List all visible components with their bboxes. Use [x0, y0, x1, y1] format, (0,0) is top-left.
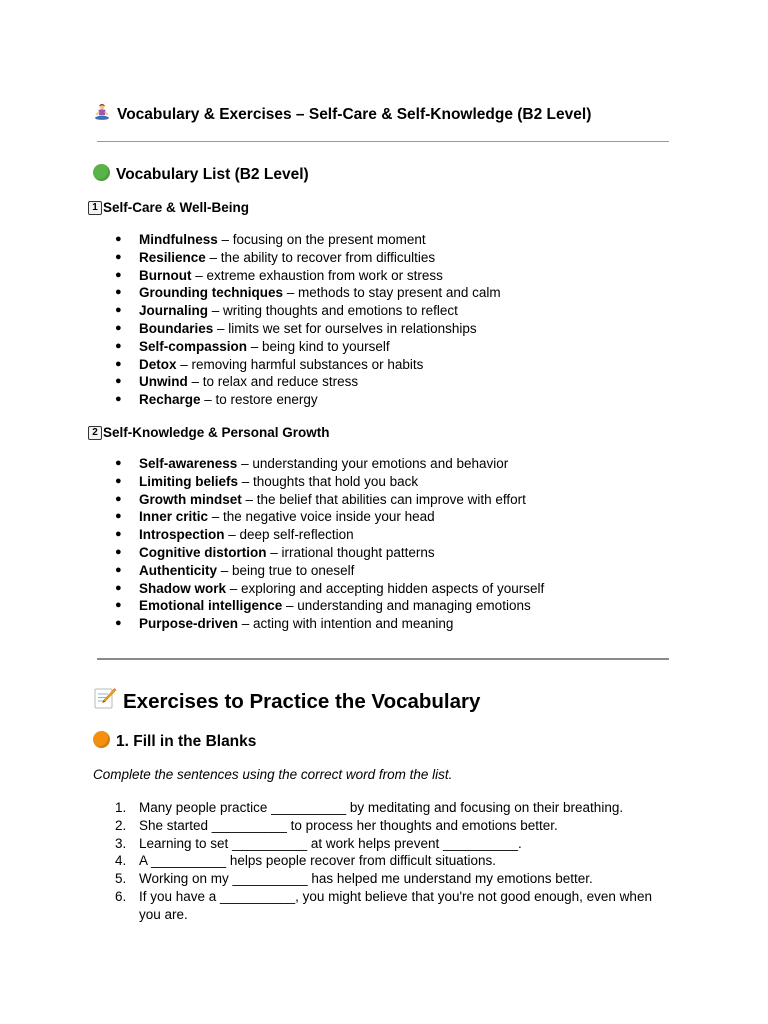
- list-item: [93, 267, 501, 285]
- horizontal-divider: [97, 141, 669, 142]
- horizontal-divider: [97, 658, 669, 660]
- vocab-term: Journaling: [139, 303, 209, 319]
- item-number: 4.: [115, 853, 127, 869]
- bullet-icon: ●: [115, 474, 122, 487]
- item-number: 3.: [115, 835, 127, 851]
- orange-circle-icon: [93, 731, 110, 748]
- list-item: [93, 284, 501, 302]
- exercises-heading-text: Exercises to Practice the Vocabulary: [123, 690, 481, 713]
- vocabulary-heading: [93, 164, 309, 184]
- vocab-term: Limiting beliefs: [139, 473, 239, 489]
- list-item: [93, 491, 544, 509]
- bullet-icon: ●: [115, 599, 122, 612]
- person-in-lotus-position-icon: [93, 103, 111, 121]
- list-item: [93, 356, 501, 374]
- exercise-sentence: Learning to set __________ at work helps prevent __________.: [139, 835, 522, 851]
- vocab-definition: – methods to stay present and calm: [283, 285, 501, 301]
- vocab-term: Shadow work: [139, 580, 227, 596]
- exercise-sentence: Working on my __________ has helped me understand my emotions better.: [139, 871, 593, 887]
- list-item: [93, 249, 501, 267]
- exercise-sentence: A __________ helps people recover from difficult situations.: [139, 853, 496, 869]
- vocab-definition: – being true to oneself: [217, 562, 355, 578]
- item-number: 2.: [115, 817, 127, 833]
- vocab-term: Cognitive distortion: [139, 544, 267, 560]
- document-title: [93, 103, 591, 124]
- bullet-icon: ●: [115, 250, 122, 263]
- vocab-definition: – thoughts that hold you back: [238, 473, 419, 489]
- bullet-icon: ●: [115, 339, 122, 352]
- vocab-term: Burnout: [139, 267, 192, 283]
- bullet-icon: ●: [115, 304, 122, 317]
- bullet-icon: ●: [115, 563, 122, 576]
- vocabulary-list-self-knowledge: [93, 455, 544, 633]
- bullet-icon: ●: [115, 528, 122, 541]
- exercise-sentence: Many people practice __________ by meditating and focusing on their breathing.: [139, 800, 624, 815]
- item-number: 1.: [115, 800, 127, 815]
- list-item: [93, 373, 501, 391]
- vocab-definition: – exploring and accepting hidden aspects of yourself: [226, 580, 545, 596]
- vocab-definition: – understanding and managing emotions: [282, 598, 531, 614]
- exercise-instructions: Complete the sentences using the correct word from the list.: [93, 767, 453, 782]
- vocab-term: Detox: [139, 356, 177, 372]
- vocab-definition: – the belief that abilities can improve with effort: [241, 491, 526, 507]
- bullet-icon: ●: [115, 581, 122, 594]
- bullet-icon: ●: [115, 321, 122, 334]
- list-item: [93, 302, 501, 320]
- list-item: [93, 870, 663, 888]
- exercise-sentence-list: [93, 799, 663, 924]
- list-item: [93, 338, 501, 356]
- bullet-icon: ●: [115, 457, 122, 469]
- bullet-icon: ●: [115, 233, 122, 245]
- list-item: [93, 231, 501, 249]
- list-item: [93, 799, 663, 817]
- list-item: [93, 562, 544, 580]
- exercise-sentence: If you have a __________, you might believe that you're not good enough, even when you are.: [139, 888, 652, 922]
- vocab-term: Purpose-driven: [139, 616, 239, 632]
- vocab-definition: – limits we set for ourselves in relationships: [213, 320, 477, 336]
- vocab-definition: – to restore energy: [200, 392, 318, 408]
- list-item: [93, 580, 544, 598]
- vocab-term: Recharge: [139, 392, 201, 408]
- vocab-definition: – irrational thought patterns: [266, 544, 435, 560]
- vocab-definition: – acting with intention and meaning: [238, 616, 454, 632]
- fill-in-the-blanks-heading: [93, 731, 256, 751]
- exercise-sentence: She started __________ to process her thoughts and emotions better.: [139, 817, 558, 833]
- vocab-term: Emotional intelligence: [139, 598, 283, 614]
- list-item: [93, 597, 544, 615]
- vocab-definition: – understanding your emotions and behavior: [237, 456, 509, 471]
- vocab-term: Inner critic: [139, 509, 209, 525]
- list-item: [93, 320, 501, 338]
- vocab-definition: – the ability to recover from difficulties: [205, 249, 436, 265]
- list-item: [93, 817, 663, 835]
- keycap-number-icon: 1: [88, 201, 102, 215]
- vocab-term: Grounding techniques: [139, 285, 283, 301]
- bullet-icon: ●: [115, 492, 122, 505]
- section-heading-self-knowledge: [88, 425, 330, 440]
- vocab-definition: – the negative voice inside your head: [208, 509, 435, 525]
- list-item: [93, 473, 544, 491]
- vocabulary-heading-text: Vocabulary List (B2 Level): [116, 166, 309, 183]
- vocab-definition: – being kind to yourself: [247, 338, 390, 354]
- list-item: [93, 544, 544, 562]
- section-title: Self-Care & Well-Being: [103, 200, 250, 215]
- bullet-icon: ●: [115, 545, 122, 558]
- vocab-definition: – removing harmful substances or habits: [176, 356, 424, 372]
- green-circle-icon: [93, 164, 110, 181]
- list-item: [93, 615, 544, 633]
- item-number: 6.: [115, 888, 127, 904]
- list-item: [93, 455, 544, 473]
- vocab-definition: – extreme exhaustion from work or stress: [191, 267, 443, 283]
- document-title-text: Vocabulary & Exercises – Self-Care & Self-Knowledge (B2 Level): [117, 106, 592, 123]
- vocab-term: Introspection: [139, 527, 225, 543]
- list-item: [93, 526, 544, 544]
- bullet-icon: ●: [115, 617, 122, 630]
- vocab-definition: – to relax and reduce stress: [187, 374, 359, 390]
- list-item: [93, 852, 663, 870]
- fill-in-the-blanks-heading-text: 1. Fill in the Blanks: [116, 733, 257, 750]
- vocab-term: Growth mindset: [139, 491, 242, 507]
- memo-icon: [93, 686, 117, 710]
- item-number: 5.: [115, 871, 127, 887]
- bullet-icon: ●: [115, 268, 122, 281]
- vocab-term: Resilience: [139, 249, 206, 265]
- vocab-term: Boundaries: [139, 320, 214, 336]
- vocab-term: Self-compassion: [139, 338, 248, 354]
- list-item: [93, 835, 663, 853]
- bullet-icon: ●: [115, 375, 122, 388]
- vocabulary-list-self-care: [93, 231, 501, 409]
- vocab-term: Unwind: [139, 374, 188, 390]
- keycap-number-icon: 2: [88, 426, 102, 440]
- vocab-definition: – writing thoughts and emotions to reflect: [208, 303, 458, 319]
- bullet-icon: ●: [115, 286, 122, 299]
- vocab-term: Authenticity: [139, 562, 218, 578]
- list-item: [93, 508, 544, 526]
- exercises-heading: [93, 686, 480, 714]
- section-title: Self-Knowledge & Personal Growth: [103, 425, 330, 440]
- section-heading-self-care: [88, 200, 249, 215]
- list-item: [93, 888, 663, 924]
- vocab-term: Mindfulness: [139, 232, 218, 247]
- bullet-icon: ●: [115, 357, 122, 370]
- vocab-definition: – deep self-reflection: [224, 527, 354, 543]
- vocab-definition: – focusing on the present moment: [217, 232, 426, 247]
- list-item: [93, 391, 501, 409]
- bullet-icon: ●: [115, 393, 122, 406]
- bullet-icon: ●: [115, 510, 122, 523]
- vocab-term: Self-awareness: [139, 456, 238, 471]
